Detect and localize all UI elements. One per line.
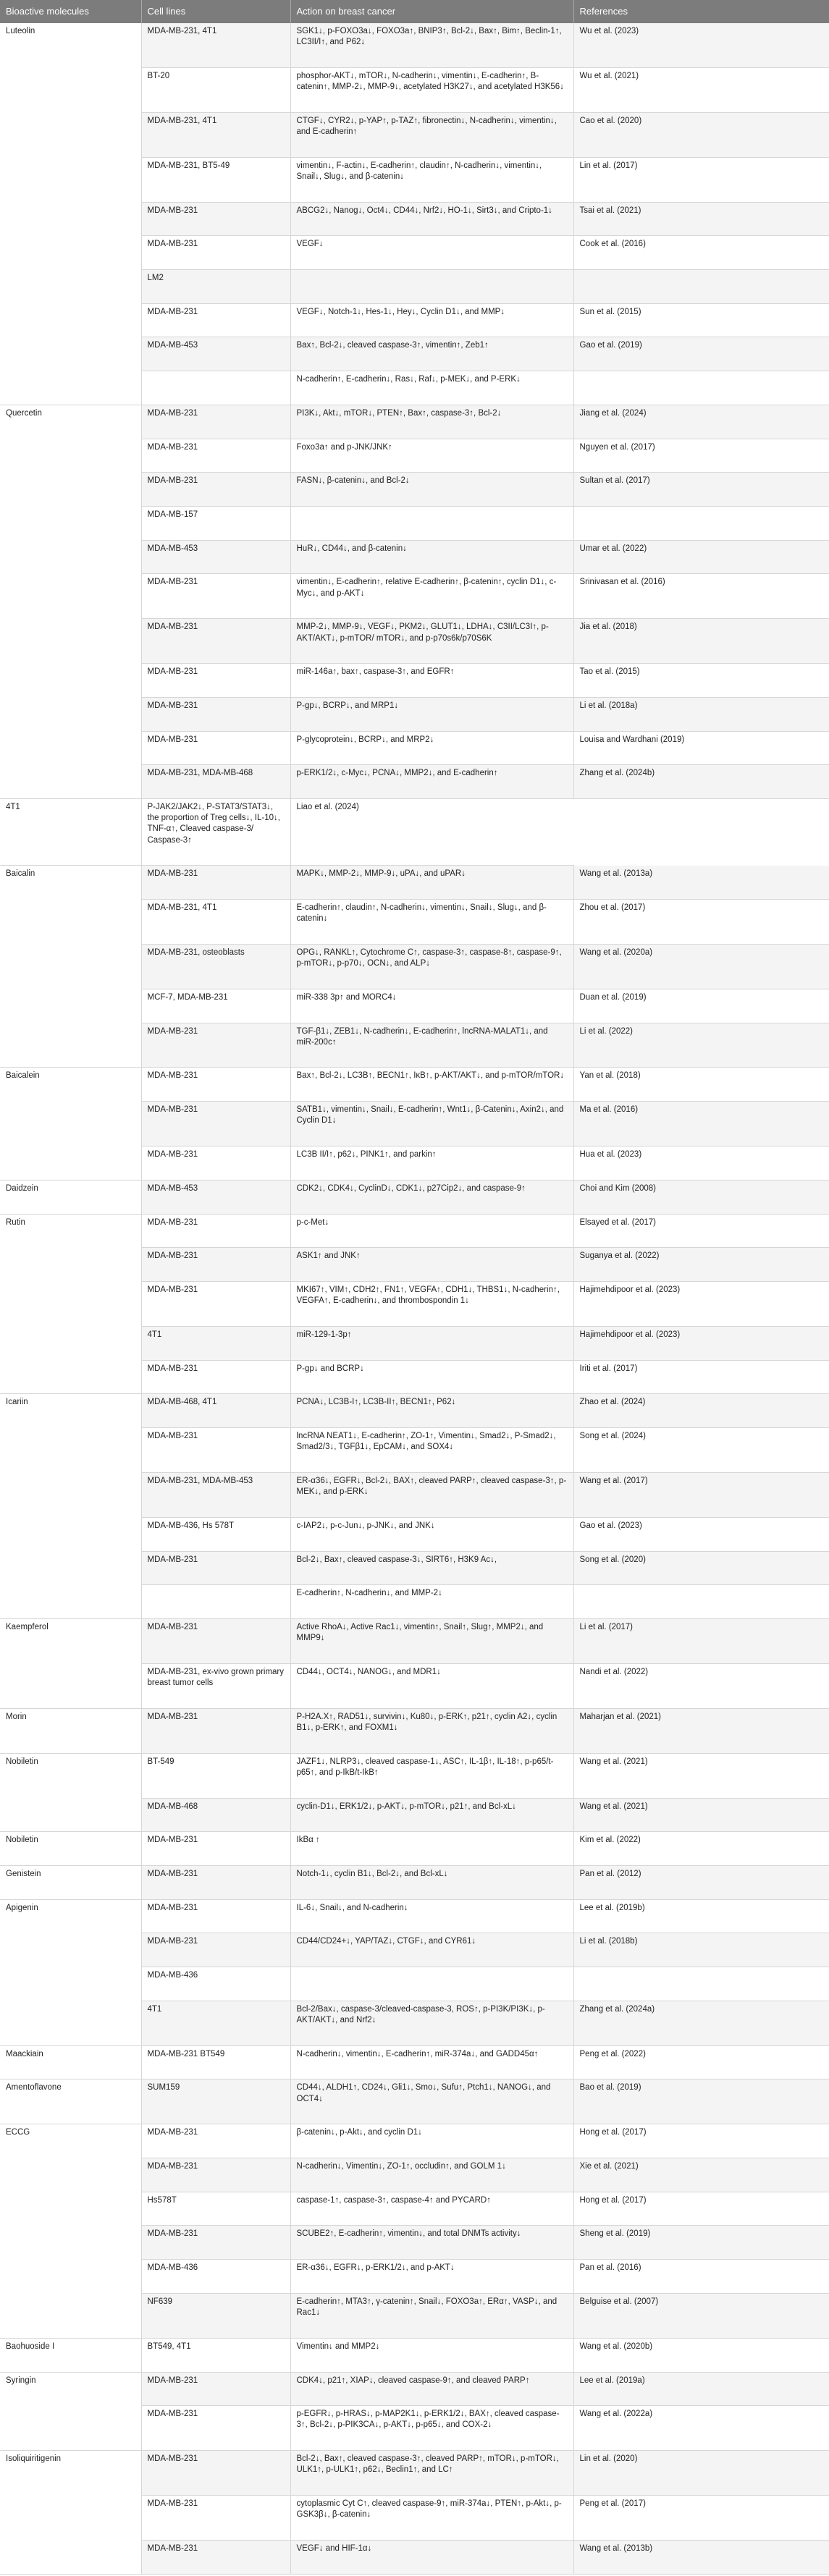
- cell-action: Bcl-2/Bax↓, caspase-3/cleaved-caspase-3, ROS↑, p-PI3K/PI3K↓, p-AKT/AKT↓, and Nrf2↓: [290, 2001, 573, 2045]
- cell-molecule: Maackiain: [0, 2045, 141, 2079]
- cell-reference: Srinivasan et al. (2016): [573, 574, 829, 619]
- cell-molecule: Rutin: [0, 1214, 141, 1394]
- cell-line: MDA-MB-231: [141, 1933, 290, 1967]
- cell-reference: Peng et al. (2022): [573, 2045, 829, 2079]
- cell-line: MDA-MB-231, 4T1: [141, 112, 290, 157]
- table-row: [0, 1865, 829, 1899]
- cell-molecule: Apigenin: [0, 1899, 141, 2045]
- cell-reference: Lee et al. (2019a): [573, 2372, 829, 2406]
- cell-molecule: Baicalein: [0, 1068, 141, 1180]
- cell-line: MDA-MB-231: [141, 439, 290, 473]
- cell-action: CD44/CD24+↓, YAP/TAZ↓, CTGF↓, and CYR61↓: [290, 1933, 573, 1967]
- cell-line: MDA-MB-231: [141, 619, 290, 664]
- cell-reference: Iriti et al. (2017): [573, 1360, 829, 1394]
- cell-line: MDA-MB-231, BT5-49: [141, 157, 290, 202]
- cell-action: FASN↓, β-catenin↓, and Bcl-2↓: [290, 473, 573, 507]
- cell-action: p-c-Met↓: [290, 1214, 573, 1248]
- cell-action: JAZF1↓, NLRP3↓, cleaved caspase-1↓, ASC↑, IL-1β↑, IL-18↑, p-p65/t-p65↑, and p-IkB/t-IkB↑: [290, 1753, 573, 1798]
- cell-line: MDA-MB-231: [141, 1281, 290, 1326]
- cell-action: SATB1↓, vimentin↓, Snail↓, E-cadherin↑, Wnt1↓, β-Catenin↓, Axin2↓, and Cyclin D1↓: [290, 1102, 573, 1146]
- cell-reference: Li et al. (2018a): [573, 697, 829, 731]
- cell-reference: Tsai et al. (2021): [573, 202, 829, 236]
- cell-action: MAPK↓, MMP-2↓, MMP-9↓, uPA↓, and uPAR↓: [290, 866, 573, 900]
- cell-action: TGF-β1↓, ZEB1↓, N-cadherin↓, E-cadherin↑, lncRNA-MALAT1↓, and miR-200c↑: [290, 1023, 573, 1068]
- cell-action: vimentin↓, F-actin↓, E-cadherin↑, claudin↑, N-cadherin↓, vimentin↓, Snail↓, Slug↓, and β-catenin↓: [290, 157, 573, 202]
- cell-action: VEGF↓: [290, 236, 573, 270]
- cell-molecule: Amentoflavone: [0, 2079, 141, 2124]
- cell-line: MDA-MB-231: [141, 1360, 290, 1394]
- cell-line: MDA-MB-453: [141, 1180, 290, 1214]
- cell-action: CDK4↓, p21↑, XIAP↓, cleaved caspase-9↑, and cleaved PARP↑: [290, 2372, 573, 2406]
- cell-reference: Wu et al. (2021): [573, 67, 829, 112]
- cell-action: OPG↓, RANKL↑, Cytochrome C↑, caspase-3↑, caspase-8↑, caspase-9↑, p-mTOR↓, p-p70↓, OCN↓, and ALP↓: [290, 944, 573, 989]
- cell-action: miR-146a↑, bax↑, caspase-3↑, and EGFR↑: [290, 664, 573, 698]
- cell-action: lncRNA NEAT1↓, E-cadherin↑, ZO-1↑, Vimentin↓, Smad2↓, P-Smad2↓, Smad2/3↓, TGFβ1↓, EpCAM↓, and SOX4↓: [290, 1428, 573, 1473]
- cell-action: Vimentin↓ and MMP2↓: [290, 2338, 573, 2372]
- cell-reference: Cook et al. (2016): [573, 236, 829, 270]
- cell-reference: Sun et al. (2015): [573, 303, 829, 337]
- cell-molecule: Daidzein: [0, 1180, 141, 1214]
- cell-reference: [573, 1967, 829, 2001]
- table-row: [0, 1708, 829, 1753]
- cell-line: MDA-MB-231: [141, 1146, 290, 1181]
- cell-action: CD44↓, ALDH1↑, CD24↓, Gli1↓, Smo↓, Sufu↑, Ptch1↓, NANOG↓, and OCT4↓: [290, 2079, 573, 2124]
- cell-action: P-JAK2/JAK2↓, P-STAT3/STAT3↓, the proportion of Treg cells↓, IL-10↓, TNF-α↑, Cleaved caspase-3/ Caspase-3↑: [141, 799, 290, 866]
- cell-action: CDK2↓, CDK4↓, CyclinD↓, CDK1↓, p27Cip2↓, and caspase-9↑: [290, 1180, 573, 1214]
- cell-reference: Jia et al. (2018): [573, 619, 829, 664]
- cell-line: MDA-MB-231: [141, 2540, 290, 2574]
- table-row: [0, 1180, 829, 1214]
- cell-reference: Yan et al. (2018): [573, 1068, 829, 1102]
- cell-line: MDA-MB-231: [141, 1214, 290, 1248]
- cell-action: phosphor-AKT↓, mTOR↓, N-cadherin↓, vimentin↓, E-cadherin↑, Β-catenin↑, MMP-2↓, MMP-9↓, acetylated H3K27↓, and acetylated H3K56↓: [290, 67, 573, 112]
- cell-reference: Tao et al. (2015): [573, 664, 829, 698]
- cell-line: MDA-MB-231: [141, 574, 290, 619]
- cell-line: MDA-MB-231: [141, 473, 290, 507]
- cell-action: VEGF↓, Notch-1↓, Hes-1↓, Hey↓, Cyclin D1↓, and MMP↓: [290, 303, 573, 337]
- cell-reference: Wang et al. (2020a): [573, 944, 829, 989]
- cell-action: [290, 507, 573, 541]
- cell-reference: Zhang et al. (2024a): [573, 2001, 829, 2045]
- cell-reference: [573, 507, 829, 541]
- cell-line: MDA-MB-231: [141, 1102, 290, 1146]
- cell-molecule: Morin: [0, 1708, 141, 1753]
- cell-action: Bcl-2↓, Bax↑, cleaved caspase-3↓, SIRT6↑, H3K9 Ac↓,: [290, 1551, 573, 1585]
- cell-reference: Hua et al. (2023): [573, 1146, 829, 1181]
- cell-action: β-catenin↓, p-Akt↓, and cyclin D1↓: [290, 2124, 573, 2158]
- cell-line: [141, 371, 290, 405]
- cell-line: MDA-MB-231: [141, 303, 290, 337]
- cell-line: MDA-MB-231: [141, 697, 290, 731]
- cell-action: cytoplasmic Cyt C↑, cleaved caspase-9↑, miR-374a↓, PTEN↑, p-Akt↓, p-GSK3β↓, β-catenin↓: [290, 2496, 573, 2541]
- cell-action: Active RhoA↓, Active Rac1↓, vimentin↑, Snail↑, Slug↑, MMP2↓, and MMP9↓: [290, 1618, 573, 1663]
- cell-line: MDA-MB-468, 4T1: [141, 1394, 290, 1428]
- cell-reference: Wang et al. (2013a): [573, 866, 829, 900]
- cell-reference: Hong et al. (2017): [573, 2192, 829, 2226]
- cell-line: MDA-MB-231: [141, 236, 290, 270]
- cell-action: SGK1↓, p-FOXO3a↓, FOXO3a↑, BNIP3↑, Bcl-2↓, Bax↑, Bim↑, Beclin-1↑, LC3II/I↑, and P62↓: [290, 23, 573, 67]
- cell-action: cyclin-D1↓, ERK1/2↓, p-AKT↓, p-mTOR↓, p21↑, and Bcl-xL↓: [290, 1798, 573, 1832]
- header-cell-lines: Cell lines: [141, 0, 290, 23]
- cell-line: MDA-MB-436, Hs 578T: [141, 1517, 290, 1551]
- cell-action: ABCG2↓, Nanog↓, Oct4↓, CD44↓, Nrf2↓, HO-1↓, Sirt3↓, and Cripto-1↓: [290, 202, 573, 236]
- table-row: [0, 23, 829, 67]
- cell-line: MCF-7, MDA-MB-231: [141, 989, 290, 1023]
- cell-molecule: ECCG: [0, 2124, 141, 2338]
- cell-line: MDA-MB-231: [141, 2406, 290, 2451]
- cell-action: ER-α36↓, EGFR↓, Bcl-2↓, BAX↑, cleaved PARP↑, cleaved caspase-3↑, p-MEK↓, and p-ERK↓: [290, 1472, 573, 1517]
- cell-line: MDA-MB-231, osteoblasts: [141, 944, 290, 989]
- table-row: [0, 799, 829, 866]
- cell-line: MDA-MB-231: [141, 866, 290, 900]
- cell-line: MDA-MB-231: [141, 2158, 290, 2192]
- cell-line: MDA-MB-231: [141, 1068, 290, 1102]
- table-row: [0, 1618, 829, 1663]
- cell-action: N-cadherin↑, E-cadherin↓, Ras↓, Raf↓, p-MEK↓, and P-ERK↓: [290, 371, 573, 405]
- cell-line: MDA-MB-231: [141, 1618, 290, 1663]
- table-row: [0, 1394, 829, 1428]
- cell-reference: Gao et al. (2019): [573, 337, 829, 371]
- cell-reference: Li et al. (2018b): [573, 1933, 829, 1967]
- cell-action: [290, 1967, 573, 2001]
- cell-line: MDA-MB-231: [141, 2226, 290, 2260]
- cell-action: SCUBE2↑, E-cadherin↑, vimentin↓, and total DNMTs activity↓: [290, 2226, 573, 2260]
- cell-molecule: Isoliquiritigenin: [0, 2451, 141, 2575]
- cell-action: CD44↓, OCT4↓, NANOG↓, and MDR1↓: [290, 1663, 573, 1708]
- cell-molecule: Nobiletin: [0, 1832, 141, 1866]
- cell-line: MDA-MB-157: [141, 507, 290, 541]
- table-row: [0, 866, 829, 900]
- cell-molecule: Quercetin: [0, 405, 141, 798]
- table-row: [0, 2124, 829, 2158]
- table-row: [0, 2045, 829, 2079]
- cell-line: MDA-MB-231, MDA-MB-468: [141, 765, 290, 799]
- cell-action: Bax↑, Bcl-2↓, cleaved caspase-3↑, vimentin↑, Zeb1↑: [290, 337, 573, 371]
- cell-action: E-cadherin↑, N-cadherin↓, and MMP-2↓: [290, 1585, 573, 1619]
- table-row: [0, 2372, 829, 2406]
- cell-action: c-IAP2↓, p-c-Jun↓, p-JNK↓, and JNK↓: [290, 1517, 573, 1551]
- cell-reference: Belguise et al. (2007): [573, 2293, 829, 2338]
- cell-action: LC3B II/I↑, p62↓, PINK1↑, and parkin↑: [290, 1146, 573, 1181]
- cell-action: p-EGFR↓, p-HRAS↓, p-MAP2K1↓, p-ERK1/2↓, BAX↑, cleaved caspase-3↑, Bcl-2↓, p-PIK3CA↓, p-AKT↓, p-p65↓, and COX-2↓: [290, 2406, 573, 2451]
- cell-reference: [573, 371, 829, 405]
- cell-molecule: Luteolin: [0, 23, 141, 405]
- cell-line: BT-549: [141, 1753, 290, 1798]
- cell-reference: Peng et al. (2017): [573, 2496, 829, 2541]
- cell-line: MDA-MB-231: [141, 202, 290, 236]
- cell-reference: Sheng et al. (2019): [573, 2226, 829, 2260]
- cell-reference: Li et al. (2022): [573, 1023, 829, 1068]
- cell-line: MDA-MB-231, ex-vivo grown primary breast tumor cells: [141, 1663, 290, 1708]
- cell-reference: Sultan et al. (2017): [573, 473, 829, 507]
- cell-reference: Choi and Kim (2008): [573, 1180, 829, 1214]
- header-bioactive-molecules: Bioactive molecules: [0, 0, 141, 23]
- cell-reference: Louisa and Wardhani (2019): [573, 731, 829, 765]
- cell-action: IL-6↓, Snail↓, and N-cadherin↓: [290, 1899, 573, 1933]
- cell-reference: Lee et al. (2019b): [573, 1899, 829, 1933]
- cell-line: MDA-MB-231: [141, 664, 290, 698]
- cell-reference: [573, 270, 829, 304]
- cell-action: N-cadherin↓, vimentin↓, E-cadherin↑, miR-374a↓, and GADD45α↑: [290, 2045, 573, 2079]
- cell-molecule: Syringin: [0, 2372, 141, 2451]
- cell-reference: Hajimehdipoor et al. (2023): [573, 1326, 829, 1360]
- cell-reference: Ma et al. (2016): [573, 1102, 829, 1146]
- cell-action: MMP-2↓, MMP-9↓, VEGF↓, PKM2↓, GLUT1↓, LDHA↓, C3II/LC3I↑, p-AKT/AKT↓, p-mTOR/ mTOR↓, and p-p70s6k/p70S6K: [290, 619, 573, 664]
- cell-line: NF639: [141, 2293, 290, 2338]
- cell-action: PI3K↓, Akt↓, mTOR↓, PTEN↑, Bax↑, caspase-3↑, Bcl-2↓: [290, 405, 573, 439]
- cell-molecule: Baohuoside I: [0, 2338, 141, 2372]
- cell-action: E-cadherin↑, MTA3↑, γ-catenin↑, Snail↓, FOXO3a↑, ERα↑, VASP↓, and Rac1↓: [290, 2293, 573, 2338]
- table-header-row: [0, 0, 829, 23]
- table-row: [0, 2338, 829, 2372]
- cell-action: vimentin↓, E-cadherin↑, relative E-cadherin↑, β-catenin↑, cyclin D1↓, c-Myc↓, and p-AKT↓: [290, 574, 573, 619]
- table-row: [0, 1068, 829, 1102]
- cell-line: MDA-MB-231: [141, 2124, 290, 2158]
- cell-action: P-gp↓, BCRP↓, and MRP1↓: [290, 697, 573, 731]
- cell-reference: Pan et al. (2016): [573, 2260, 829, 2294]
- cell-reference: Elsayed et al. (2017): [573, 1214, 829, 1248]
- cell-action: N-cadherin↓, Vimentin↓, ZO-1↑, occludin↑, and GOLM 1↓: [290, 2158, 573, 2192]
- table-row: [0, 1753, 829, 1798]
- cell-line: LM2: [141, 270, 290, 304]
- cell-action: MKI67↑, VIM↑, CDH2↑, FN1↑, VEGFA↑, CDH1↓, THBS1↓, N-cadherin↑, VEGFA↑, E-cadherin↓, and thrombospondin 1↓: [290, 1281, 573, 1326]
- cell-line: MDA-MB-231: [141, 1832, 290, 1866]
- cell-line: MDA-MB-231: [141, 1551, 290, 1585]
- cell-line: MDA-MB-231: [141, 1023, 290, 1068]
- cell-line: MDA-MB-231, 4T1: [141, 23, 290, 67]
- cell-line: MDA-MB-468: [141, 1798, 290, 1832]
- cell-reference: Suganya et al. (2022): [573, 1248, 829, 1282]
- header-action-on-breast-cancer: Action on breast cancer: [290, 0, 573, 23]
- cell-line: 4T1: [141, 1326, 290, 1360]
- cell-action: P-gp↓ and BCRP↓: [290, 1360, 573, 1394]
- cell-reference: Kim et al. (2022): [573, 1832, 829, 1866]
- cell-reference: Song et al. (2024): [573, 1428, 829, 1473]
- cell-reference: Maharjan et al. (2021): [573, 1708, 829, 1753]
- cell-line: MDA-MB-231: [141, 2451, 290, 2496]
- cell-reference: Wang et al. (2013b): [573, 2540, 829, 2574]
- cell-line: MDA-MB-231: [141, 1865, 290, 1899]
- cell-reference: Duan et al. (2019): [573, 989, 829, 1023]
- cell-line: 4T1: [141, 2001, 290, 2045]
- cell-reference: Lin et al. (2020): [573, 2451, 829, 2496]
- cell-action: miR-338 3p↑ and MORC4↓: [290, 989, 573, 1023]
- cell-reference: Li et al. (2017): [573, 1618, 829, 1663]
- cell-reference: Wang et al. (2020b): [573, 2338, 829, 2372]
- cell-reference: Wu et al. (2023): [573, 23, 829, 67]
- cell-action: caspase-1↑, caspase-3↑, caspase-4↑ and PYCARD↑: [290, 2192, 573, 2226]
- cell-reference: Jiang et al. (2024): [573, 405, 829, 439]
- cell-line: BT-20: [141, 67, 290, 112]
- cell-reference: Bao et al. (2019): [573, 2079, 829, 2124]
- table-row: [0, 405, 829, 439]
- cell-line: MDA-MB-231: [141, 1899, 290, 1933]
- cell-action: E-cadherin↑, claudin↑, N-cadherin↓, vimentin↓, Snail↓, Slug↓, and β-catenin↓: [290, 900, 573, 945]
- cell-action: Notch-1↓, cyclin B1↓, Bcl-2↓, and Bcl-xL↓: [290, 1865, 573, 1899]
- cell-molecule: Genistein: [0, 1865, 141, 1899]
- cell-line: Hs578T: [141, 2192, 290, 2226]
- cell-line: MDA-MB-231: [141, 1708, 290, 1753]
- cell-action: P-glycoprotein↓, BCRP↓, and MRP2↓: [290, 731, 573, 765]
- cell-line: MDA-MB-436: [141, 1967, 290, 2001]
- cell-reference: Wang et al. (2021): [573, 1753, 829, 1798]
- cell-reference: Wang et al. (2017): [573, 1472, 829, 1517]
- cell-reference: [573, 1585, 829, 1619]
- cell-reference: Hajimehdipoor et al. (2023): [573, 1281, 829, 1326]
- cell-action: P-H2A.X↑, RAD51↓, survivin↓, Ku80↓, p-ERK↑, p21↑, cyclin A2↓, cyclin B1↓, p-ERK↑, and FOXM1↓: [290, 1708, 573, 1753]
- cell-action: HuR↓, CD44↓, and β-catenin↓: [290, 540, 573, 574]
- cell-action: IkBα ↑: [290, 1832, 573, 1866]
- cell-reference: Nandi et al. (2022): [573, 1663, 829, 1708]
- cell-line: 4T1: [0, 799, 141, 866]
- cell-reference: Pan et al. (2012): [573, 1865, 829, 1899]
- cell-reference: Wang et al. (2021): [573, 1798, 829, 1832]
- cell-line: MDA-MB-231, 4T1: [141, 900, 290, 945]
- table-row: [0, 1214, 829, 1248]
- cell-reference: Hong et al. (2017): [573, 2124, 829, 2158]
- cell-reference: Umar et al. (2022): [573, 540, 829, 574]
- cell-reference: Zhang et al. (2024b): [573, 765, 829, 799]
- cell-action: Foxo3a↑ and p-JNK/JNK↑: [290, 439, 573, 473]
- cell-action: p-ERK1/2↓, c-Myc↓, PCNA↓, MMP2↓, and E-cadherin↑: [290, 765, 573, 799]
- cell-action: Bcl-2↓, Bax↑, cleaved caspase-3↑, cleaved PARP↑, mTOR↓, p-mTOR↓, ULK1↑, p-ULK1↑, p62↓, Beclin1↑, and LC↑: [290, 2451, 573, 2496]
- cell-molecule: Kaempferol: [0, 1618, 141, 1708]
- header-references: References: [573, 0, 829, 23]
- cell-molecule: Icariin: [0, 1394, 141, 1619]
- table-row: [0, 1832, 829, 1866]
- cell-line: MDA-MB-231: [141, 2372, 290, 2406]
- cell-action: CTGF↓, CYR2↓, p-YAP↑, p-TAZ↑, fibronectin↓, N-cadherin↓, vimentin↓, and E-cadherin↑: [290, 112, 573, 157]
- cell-action: VEGF↓ and HIF-1α↓: [290, 2540, 573, 2574]
- cell-line: MDA-MB-231: [141, 405, 290, 439]
- cell-action: miR-129-1-3p↑: [290, 1326, 573, 1360]
- cell-action: PCNA↓, LC3B-I↑, LC3B-II↑, BECN1↑, P62↓: [290, 1394, 573, 1428]
- cell-reference: Liao et al. (2024): [290, 799, 573, 866]
- cell-line: [141, 1585, 290, 1619]
- cell-line: BT549, 4T1: [141, 2338, 290, 2372]
- cell-line: MDA-MB-231, MDA-MB-453: [141, 1472, 290, 1517]
- cell-line: MDA-MB-231: [141, 731, 290, 765]
- cell-line: MDA-MB-231 BT549: [141, 2045, 290, 2079]
- cell-action: ASK1↑ and JNK↑: [290, 1248, 573, 1282]
- cell-reference: Zhao et al. (2024): [573, 1394, 829, 1428]
- cell-line: SUM159: [141, 2079, 290, 2124]
- cell-reference: Xie et al. (2021): [573, 2158, 829, 2192]
- cell-action: [290, 270, 573, 304]
- table-row: [0, 2451, 829, 2496]
- cell-line: MDA-MB-453: [141, 540, 290, 574]
- cell-action: Bax↑, Bcl-2↓, LC3B↑, BECN1↑, IκB↑, p-AKT/AKT↓, and p-mTOR/mTOR↓: [290, 1068, 573, 1102]
- cell-molecule: Nobiletin: [0, 1753, 141, 1832]
- cell-reference: Gao et al. (2023): [573, 1517, 829, 1551]
- cell-reference: Song et al. (2020): [573, 1551, 829, 1585]
- table-row: [0, 2079, 829, 2124]
- cell-line: MDA-MB-231: [141, 1248, 290, 1282]
- cell-line: MDA-MB-231: [141, 1428, 290, 1473]
- cell-line: MDA-MB-436: [141, 2260, 290, 2294]
- table-body: [0, 23, 829, 2574]
- cell-reference: Lin et al. (2017): [573, 157, 829, 202]
- cell-reference: Nguyen et al. (2017): [573, 439, 829, 473]
- cell-line: MDA-MB-231: [141, 2496, 290, 2541]
- cell-reference: Wang et al. (2022a): [573, 2406, 829, 2451]
- cell-reference: Zhou et al. (2017): [573, 900, 829, 945]
- cell-line: MDA-MB-453: [141, 337, 290, 371]
- cell-reference: Cao et al. (2020): [573, 112, 829, 157]
- cell-molecule: Baicalin: [0, 866, 141, 1068]
- cell-action: ER-α36↓, EGFR↓, p-ERK1/2↓, and p-AKT↓: [290, 2260, 573, 2294]
- table-row: [0, 1899, 829, 1933]
